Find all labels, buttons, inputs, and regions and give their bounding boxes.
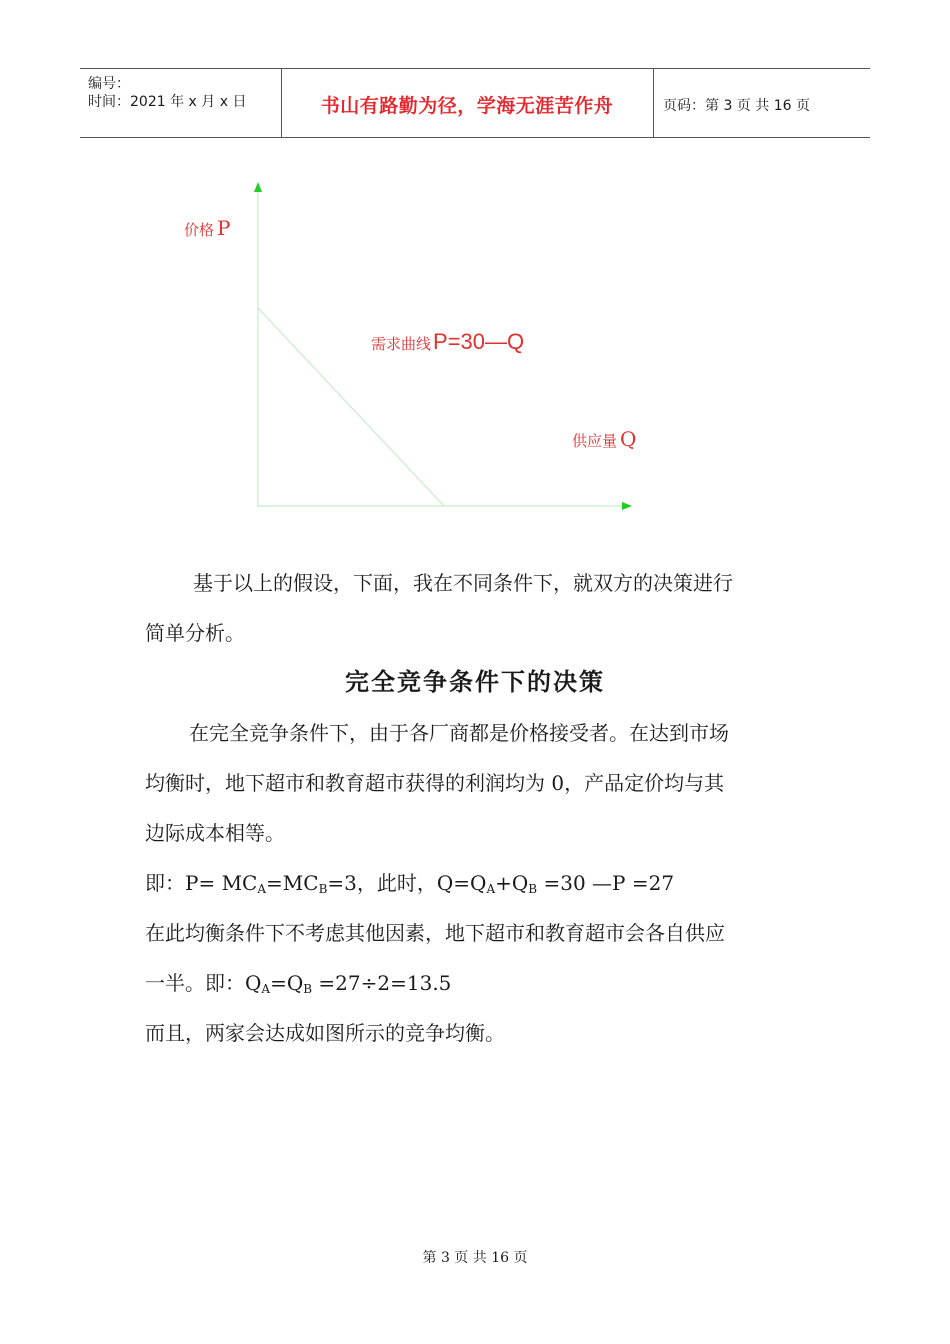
y-axis-label <box>184 216 230 240</box>
p3-mid: =Q <box>270 971 304 995</box>
para2-line1: 在完全竞争条件下，由于各厂商都是价格接受者。在达到市场 <box>189 721 729 745</box>
x-axis-arrow <box>622 502 632 510</box>
x-axis-label <box>572 427 636 451</box>
p3-sub-b: B <box>303 982 313 996</box>
p3-prefix: 一半。即：Q <box>145 971 262 995</box>
curve-label <box>371 329 524 354</box>
para3-line1: 在此均衡条件下不考虑其他因素，地下超市和教育超市会各自供应 <box>145 921 725 945</box>
page-number-label: 页码：第 3 页 共 16 页 <box>663 98 810 114</box>
y-axis-arrow <box>254 182 262 192</box>
equation-line <box>145 867 674 896</box>
para1-line1: 基于以上的假设，下面，我在不同条件下，就双方的决策进行 <box>193 571 733 595</box>
curve-label-cn: 需求曲线 <box>371 335 432 353</box>
number-label: 编号： <box>88 76 130 92</box>
date-label: 时间：2021 年 x 月 x 日 <box>88 94 247 110</box>
para3-line2 <box>145 967 451 996</box>
eq-prefix: 即：P= MC <box>145 871 258 895</box>
section-title: 完全竞争条件下的决策 <box>345 668 605 696</box>
x-axis-label-cn: 供应量 <box>572 432 618 450</box>
y-axis-label-cn: 价格 <box>184 221 215 239</box>
motto-text: 书山有路勤为径，学海无涯苦作舟 <box>320 95 614 117</box>
para1-line2: 简单分析。 <box>145 621 245 645</box>
eq-sub-a: A <box>257 882 267 896</box>
eq-mid2: =3，此时，Q=Q <box>327 871 487 895</box>
para2-line2: 均衡时，地下超市和教育超市获得的利润均为 0，产品定价均与其 <box>145 771 725 795</box>
eq-mid: =MC <box>266 871 319 895</box>
eq-tail: =30 —P =27 <box>537 871 675 895</box>
eq-plus: +Q <box>495 871 529 895</box>
eq-sub-b: B <box>318 882 328 896</box>
eq-sub-a2: A <box>486 882 496 896</box>
p3-tail: =27÷2=13.5 <box>312 971 452 995</box>
para4-line1: 而且，两家会达成如图所示的竞争均衡。 <box>145 1021 505 1045</box>
p3-sub-a: A <box>261 982 271 996</box>
demand-curve-graph <box>0 0 950 560</box>
eq-sub-b2: B <box>528 882 538 896</box>
y-axis-label-var: P <box>217 216 231 240</box>
para2-line3: 边际成本相等。 <box>145 821 285 845</box>
x-axis-label-var: Q <box>620 427 637 451</box>
curve-label-eq: P=30—Q <box>433 329 525 354</box>
page-footer: 第 3 页 共 16 页 <box>422 1250 528 1266</box>
